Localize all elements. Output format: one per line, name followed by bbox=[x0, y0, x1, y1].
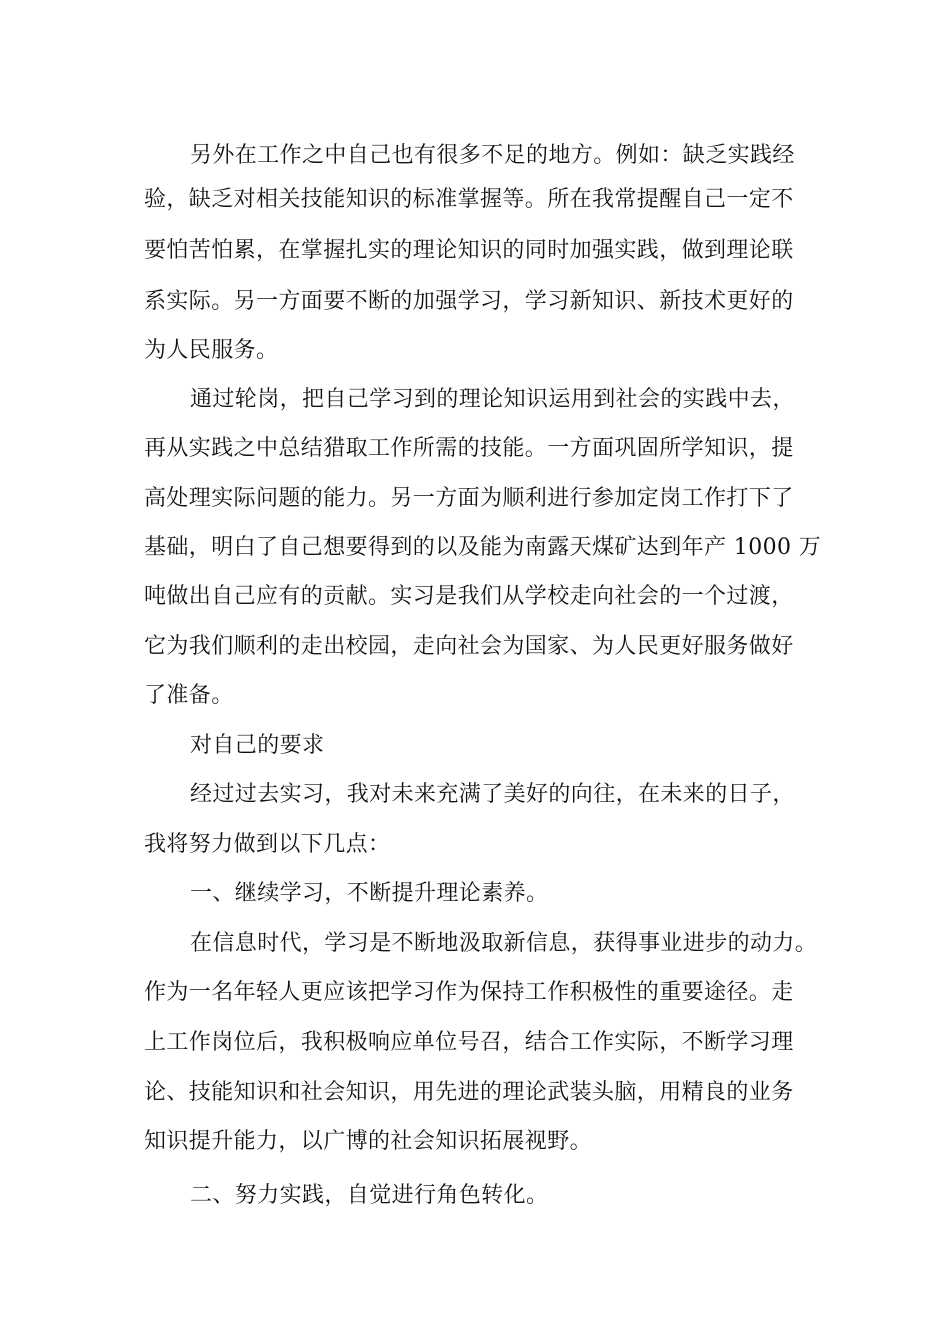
text-line: 再从实践之中总结猎取工作所需的技能。一方面巩固所学知识，提 bbox=[144, 436, 794, 461]
text-line: 验，缺乏对相关技能知识的标准掌握等。所在我常提醒自己一定不 bbox=[144, 187, 794, 212]
text-line: 基础，明白了自己想要得到的以及能为南露天煤矿达到年产 1000 万 bbox=[144, 535, 822, 560]
text-line: 上工作岗位后，我积极响应单位号召，结合工作实际，不断学习理 bbox=[144, 1030, 794, 1055]
section-heading: 对自己的要求 bbox=[190, 733, 325, 758]
text-line: 吨做出自己应有的贡献。实习是我们从学校走向社会的一个过渡， bbox=[144, 584, 794, 609]
list-heading: 一、继续学习，不断提升理论素养。 bbox=[190, 881, 549, 906]
text-line: 在信息时代，学习是不断地汲取新信息，获得事业进步的动力。 bbox=[190, 931, 818, 956]
list-heading: 二、努力实践，自觉进行角色转化。 bbox=[190, 1183, 549, 1208]
text-line: 它为我们顺利的走出校园，走向社会为国家、为人民更好服务做好 bbox=[144, 634, 794, 659]
text-line: 作为一名年轻人更应该把学习作为保持工作积极性的重要途径。走 bbox=[144, 980, 794, 1005]
text-line: 知识提升能力，以广博的社会知识拓展视野。 bbox=[144, 1129, 593, 1154]
text-line: 论、技能知识和社会知识，用先进的理论武装头脑，用精良的业务 bbox=[144, 1080, 794, 1105]
text-line: 系实际。另一方面要不断的加强学习，学习新知识、新技术更好的 bbox=[144, 289, 794, 314]
text-line: 为人民服务。 bbox=[144, 338, 279, 363]
text-line: 了准备。 bbox=[144, 683, 234, 708]
text-line: 经过过去实习，我对未来充满了美好的向往，在未来的日子， bbox=[190, 782, 795, 807]
text-line: 要怕苦怕累，在掌握扎实的理论知识的同时加强实践，做到理论联 bbox=[144, 238, 794, 263]
text-line: 我将努力做到以下几点： bbox=[144, 832, 391, 857]
text-line: 通过轮岗，把自己学习到的理论知识运用到社会的实践中去， bbox=[190, 387, 795, 412]
text-line: 另外在工作之中自己也有很多不足的地方。例如：缺乏实践经 bbox=[190, 143, 795, 168]
text-line: 高处理实际问题的能力。另一方面为顺利进行参加定岗工作打下了 bbox=[144, 486, 794, 511]
